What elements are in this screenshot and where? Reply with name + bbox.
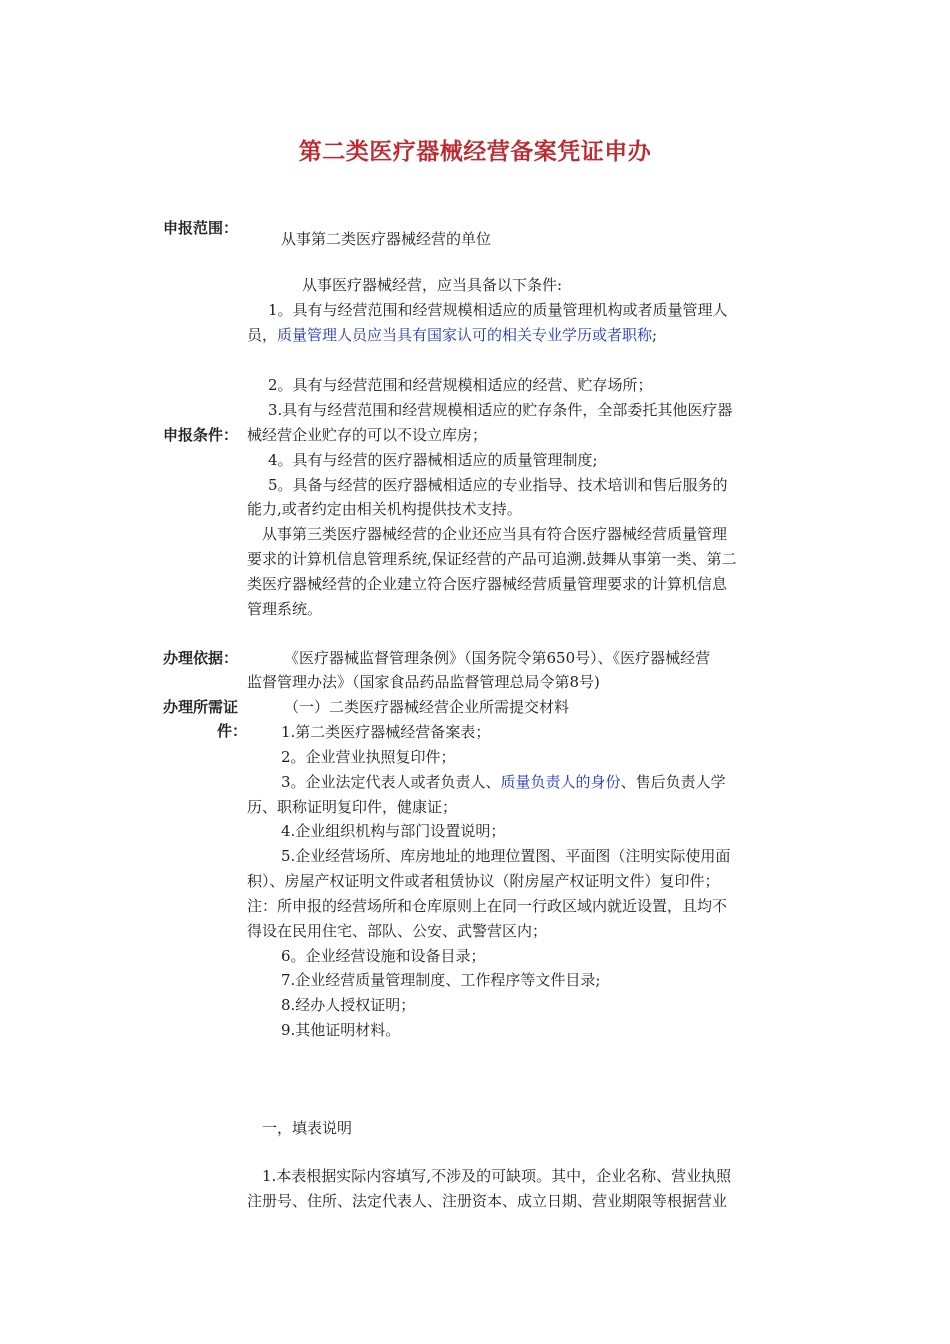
label-conditions: 申报条件：	[163, 426, 239, 444]
material-3-line-1	[281, 770, 826, 794]
label-materials-line-2: 件：	[216, 722, 247, 740]
material-5-line-1: 5.企业经营场所、库房地址的地理位置图、平面图（注明实际使用面	[281, 847, 731, 865]
material-3-line-2: 历、职称证明复印件，健康证；	[247, 798, 458, 816]
fill-instructions-line-2: 注册号、住所、法定代表人、注册资本、成立日期、营业期限等根据营业	[247, 1192, 728, 1210]
label-materials-line-1: 办理所需证	[163, 698, 239, 716]
material-4: 4.企业组织机构与部门设置说明；	[281, 822, 506, 840]
material-3-prefix: 3。企业法定代表人或者负责人、	[281, 773, 501, 791]
condition-3-line-2: 械经营企业贮存的可以不设立库房；	[247, 426, 488, 444]
material-7: 7.企业经营质量管理制度、工作程序等文件目录;	[281, 971, 601, 989]
condition-1-suffix: ;	[652, 326, 658, 344]
condition-1-prefix: 员，	[247, 326, 278, 344]
basis-line-2: 监督管理办法》（国家食品药品监督管理总局令第8号)	[247, 673, 600, 691]
material-8: 8.经办人授权证明；	[281, 996, 416, 1014]
conditions-para-line-3: 类医疗器械经营的企业建立符合医疗器械经营质量管理要求的计算机信息	[247, 575, 728, 593]
label-basis: 办理依据：	[163, 649, 239, 667]
fill-instructions-heading: 一，填表说明	[262, 1119, 353, 1137]
condition-1-highlight: 质量管理人员应当具有国家认可的相关专业学历或者职称	[277, 326, 653, 344]
material-2: 2。企业营业执照复印件；	[281, 748, 456, 766]
condition-2: 2。具有与经营范围和经营规模相适应的经营、贮存场所；	[268, 376, 653, 394]
material-3-highlight: 质量负责人的身份	[500, 773, 621, 791]
conditions-para-line-4: 管理系统。	[247, 600, 323, 618]
material-5-line-4: 得设在民用住宅、部队、公安、武警营区内；	[247, 922, 548, 940]
condition-3-line-1: 3.具有与经营范围和经营规模相适应的贮存条件，全部委托其他医疗器	[268, 401, 733, 419]
material-3-suffix: 、售后负责人学	[620, 773, 726, 791]
material-5-line-3: 注：所申报的经营场所和仓库原则上在同一行政区域内就近设置，且均不	[247, 897, 728, 915]
material-6: 6。企业经营设施和设备目录；	[281, 947, 486, 965]
condition-4: 4。具有与经营的医疗器械相适应的质量管理制度;	[268, 451, 598, 469]
basis-line-1: 《医疗器械监督管理条例》（国务院令第650号）、《医疗器械经营	[284, 649, 711, 667]
scope-text: 从事第二类医疗器械经营的单位	[281, 230, 492, 248]
materials-heading: （一）二类医疗器械经营企业所需提交材料	[284, 698, 570, 716]
condition-5-line-1: 5。具备与经营的医疗器械相适应的专业指导、技术培训和售后服务的	[268, 476, 728, 494]
label-scope: 申报范围：	[163, 219, 239, 237]
condition-5-line-2: 能力,或者约定由相关机构提供技术支持。	[247, 500, 522, 518]
label-materials	[163, 695, 247, 743]
condition-1-line-2	[247, 323, 792, 347]
conditions-para-line-2: 要求的计算机信息管理系统,保证经营的产品可追溯.鼓舞从事第一类、第二	[247, 550, 737, 568]
conditions-para-line-1: 从事第三类医疗器械经营的企业还应当具有符合医疗器械经营质量管理	[262, 525, 728, 543]
conditions-intro: 从事医疗器械经营，应当具备以下条件:	[302, 276, 563, 294]
document-title: 第二类医疗器械经营备案凭证申办	[298, 139, 652, 165]
condition-1-line-1: 1。具有与经营范围和经营规模相适应的质量管理机构或者质量管理人	[268, 301, 728, 319]
material-9: 9.其他证明材料。	[281, 1021, 401, 1039]
material-5-line-2: 积）、房屋产权证明文件或者租赁协议（附房屋产权证明文件）复印件；	[247, 872, 720, 890]
material-1: 1.第二类医疗器械经营备案表；	[281, 723, 491, 741]
fill-instructions-line-1: 1.本表根据实际内容填写,不涉及的可缺项。其中，企业名称、营业执照	[262, 1167, 732, 1185]
